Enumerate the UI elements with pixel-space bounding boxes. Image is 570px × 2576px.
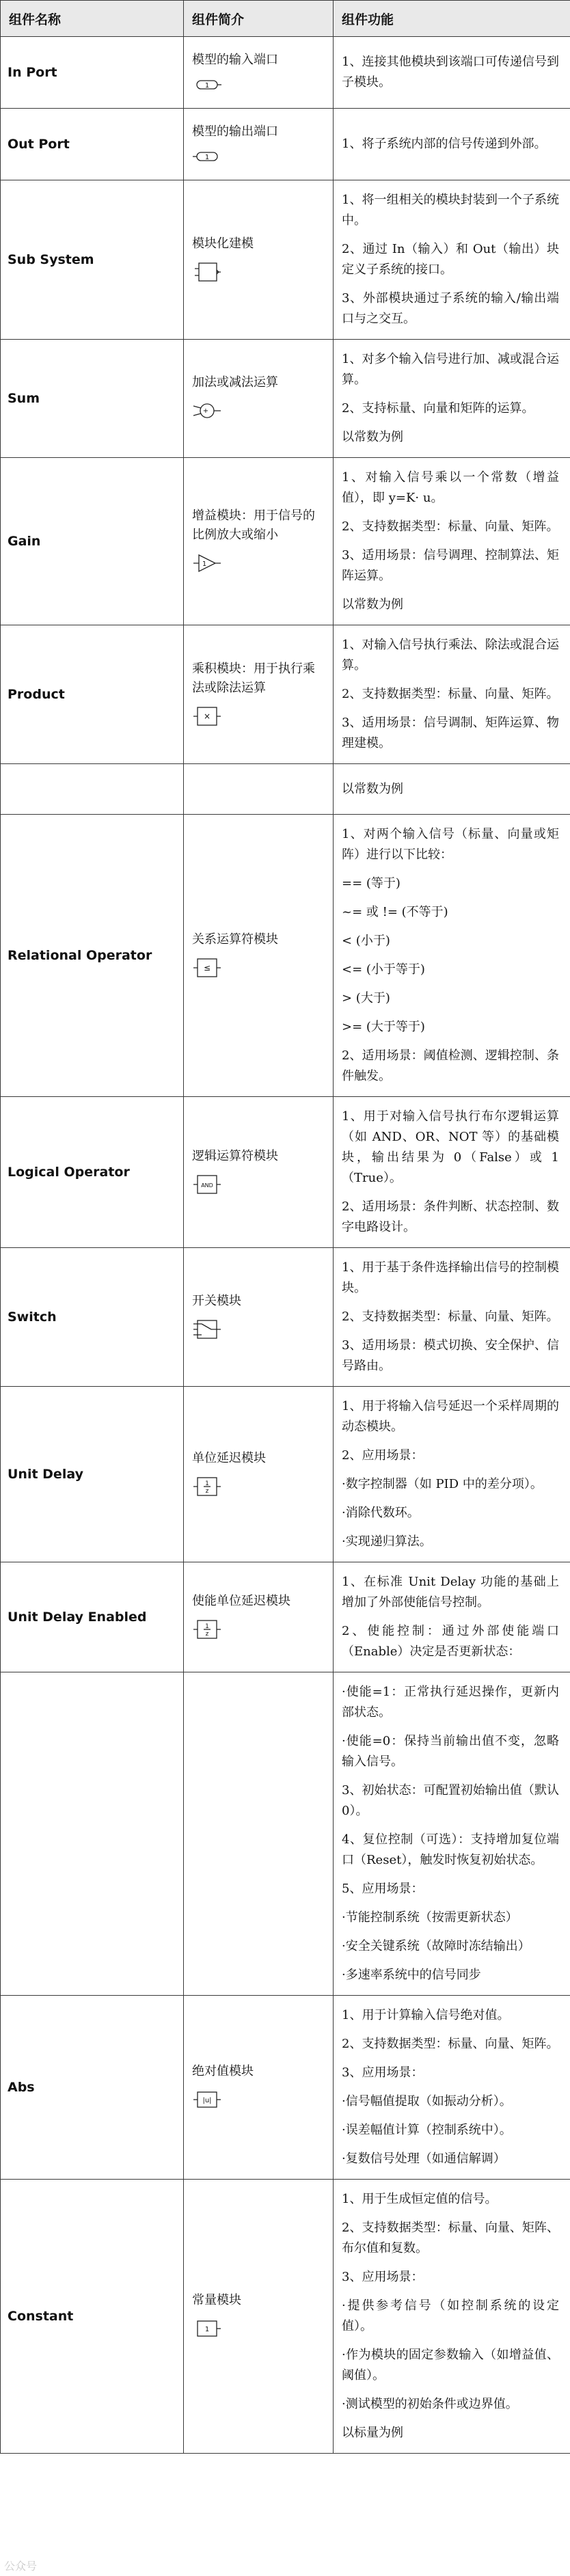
function-line: 1、用于生成恒定值的信号。 <box>342 2192 498 2206</box>
function-line: 2、应用场景： <box>342 1448 424 1463</box>
function-line: <= (小于等于) <box>342 962 425 977</box>
function-line: 1、用于对输入信号执行布尔逻辑运算（如 AND、OR、NOT 等）的基础模块，输出结果为 0（False）或 1（True）。 <box>342 1109 559 1185</box>
table-row <box>1 458 570 625</box>
function-line: 2、适用场景：阈值检测、逻辑控制、条件触发。 <box>342 1048 559 1083</box>
relational-operator-block-icon <box>192 958 222 978</box>
function-line: ·安全关键系统（故障时冻结输出） <box>342 1939 530 1953</box>
component-intro: 常量模块 <box>192 2292 241 2307</box>
component-function-cell <box>334 2180 570 2454</box>
header-component-name: 组件名称 <box>1 1 184 37</box>
product-block-icon <box>192 706 222 727</box>
component-intro-cell <box>184 815 334 1097</box>
function-line: 2、支持数据类型：标量、向量、矩阵。 <box>342 2037 559 2051</box>
function-line: 1、将子系统内部的信号传递到外部。 <box>342 137 547 151</box>
component-function-cell <box>334 109 570 180</box>
component-intro: 模型的输入端口 <box>192 52 278 67</box>
function-line: 以标量为例 <box>342 2426 403 2440</box>
table-row <box>1 1996 570 2180</box>
switch-block-icon <box>192 1319 222 1340</box>
svg-text:1: 1 <box>204 81 210 90</box>
header-component-intro: 组件简介 <box>184 1 334 37</box>
component-intro: 乘积模块：用于执行乘法或除法运算 <box>192 661 315 695</box>
table-row <box>1 1672 570 1996</box>
component-intro-cell <box>184 37 334 109</box>
function-line: 2、支持数据类型：标量、向量、矩阵。 <box>342 687 559 701</box>
function-line: 3、适用场景：信号调理、控制算法、矩阵运算。 <box>342 548 559 583</box>
function-line: 2、支持标量、向量和矩阵的运算。 <box>342 401 534 416</box>
function-line: >= (大于等于) <box>342 1020 425 1034</box>
svg-text:1: 1 <box>205 1623 209 1630</box>
component-function-cell <box>334 1248 570 1387</box>
function-line: 1、用于将输入信号延迟一个采样周期的动态模块。 <box>342 1399 559 1434</box>
function-line: 1、将一组相关的模块封装到一个子系统中。 <box>342 193 559 228</box>
function-line: ·复数信号处理（如通信解调） <box>342 2152 506 2166</box>
component-name: Product <box>1 625 184 764</box>
function-line: ·提供参考信号（如控制系统的设定值）。 <box>342 2299 559 2333</box>
svg-text:AND: AND <box>201 1182 213 1189</box>
function-line: 1、用于计算输入信号绝对值。 <box>342 2008 510 2022</box>
sum-block-icon <box>192 401 222 421</box>
component-function-cell <box>334 1672 570 1996</box>
logical-operator-block-icon <box>192 1174 222 1195</box>
function-line: > (大于) <box>342 991 390 1005</box>
component-name: Abs <box>1 1996 184 2180</box>
function-line: 以常数为例 <box>342 597 403 612</box>
function-line: < (小于) <box>342 934 390 948</box>
component-function-cell <box>334 340 570 458</box>
component-function-cell <box>334 764 570 815</box>
watermark: 公众号 <box>4 2560 38 2573</box>
component-name: Constant <box>1 2180 184 2454</box>
component-name: Unit Delay <box>1 1387 184 1562</box>
component-intro-cell <box>184 1672 334 1996</box>
function-line: 5、应用场景： <box>342 1882 424 1896</box>
function-line: ·消除代数环。 <box>342 1506 420 1520</box>
svg-text:1: 1 <box>202 560 207 568</box>
subsystem-block-icon <box>192 262 222 282</box>
component-intro: 绝对值模块 <box>192 2063 254 2078</box>
component-intro-cell <box>184 1562 334 1672</box>
table-row <box>1 764 570 815</box>
function-line: 以常数为例 <box>342 430 403 444</box>
table-row <box>1 340 570 458</box>
unit-delay-enabled-block-icon <box>192 1619 222 1640</box>
svg-text:1: 1 <box>204 2325 210 2333</box>
table-row <box>1 37 570 109</box>
svg-text:z: z <box>205 1487 209 1495</box>
table-row <box>1 109 570 180</box>
table-row <box>1 625 570 764</box>
component-intro-cell <box>184 2180 334 2454</box>
function-line: ·节能控制系统（按需更新状态） <box>342 1910 518 1925</box>
function-line: == (等于) <box>342 876 401 891</box>
function-line: 3、应用场景： <box>342 2065 424 2080</box>
function-line: 2、支持数据类型：标量、向量、矩阵、布尔值和复数。 <box>342 2221 559 2255</box>
svg-text:+: + <box>202 407 209 415</box>
component-intro: 加法或减法运算 <box>192 375 278 390</box>
function-line: 以常数为例 <box>342 781 403 796</box>
component-intro-cell <box>184 109 334 180</box>
header-component-function: 组件功能 <box>334 1 570 37</box>
component-name <box>1 1672 184 1996</box>
component-intro-cell <box>184 458 334 625</box>
table-row <box>1 1097 570 1248</box>
function-line: 2、使能控制：通过外部使能端口（Enable）决定是否更新状态： <box>342 1624 559 1659</box>
component-name: Switch <box>1 1248 184 1387</box>
function-line: 3、应用场景： <box>342 2270 424 2284</box>
component-name: Gain <box>1 458 184 625</box>
function-line: ~= 或 != (不等于) <box>342 905 448 919</box>
function-line: 1、对输入信号乘以一个常数（增益值），即 y=K· u。 <box>342 470 559 505</box>
component-intro-cell <box>184 1996 334 2180</box>
component-intro: 开关模块 <box>192 1293 241 1308</box>
component-name: Logical Operator <box>1 1097 184 1248</box>
function-line: 1、在标准 Unit Delay 功能的基础上增加了外部使能信号控制。 <box>342 1575 559 1610</box>
abs-block-icon <box>192 2089 222 2110</box>
component-intro-cell <box>184 764 334 815</box>
component-intro-cell <box>184 625 334 764</box>
function-line: ·使能=0：保持当前输出值不变，忽略输入信号。 <box>342 1734 559 1769</box>
component-name: Sub System <box>1 180 184 340</box>
unit-delay-block-icon <box>192 1476 222 1497</box>
component-function-cell <box>334 458 570 625</box>
function-line: 4、复位控制（可选）：支持增加复位端口（Reset），触发时恢复初始状态。 <box>342 1832 559 1867</box>
component-function-cell <box>334 625 570 764</box>
function-line: ·实现递归算法。 <box>342 1534 432 1549</box>
component-intro-cell <box>184 1248 334 1387</box>
function-line: 2、通过 In（输入）和 Out（输出）块定义子系统的接口。 <box>342 242 559 277</box>
table-row <box>1 2180 570 2454</box>
component-function-cell <box>334 1097 570 1248</box>
svg-text:1: 1 <box>204 153 210 161</box>
inport-block-icon <box>192 78 222 92</box>
component-intro-cell <box>184 1387 334 1562</box>
function-line: 1、对多个输入信号进行加、减或混合运算。 <box>342 352 559 387</box>
gain-block-icon <box>192 553 222 573</box>
component-name: In Port <box>1 37 184 109</box>
function-line: 1、对两个输入信号（标量、向量或矩阵）进行以下比较： <box>342 827 559 862</box>
component-name <box>1 764 184 815</box>
svg-text:≤: ≤ <box>203 962 211 973</box>
svg-text:×: × <box>203 711 211 721</box>
function-line: 3、初始状态：可配置初始输出值（默认 0）。 <box>342 1783 559 1818</box>
table-row <box>1 1562 570 1672</box>
component-intro: 逻辑运算符模块 <box>192 1148 278 1163</box>
component-intro: 模型的输出端口 <box>192 124 278 139</box>
table-row <box>1 1387 570 1562</box>
function-line: ·多速率系统中的信号同步 <box>342 1968 481 1982</box>
component-name: Out Port <box>1 109 184 180</box>
function-line: 2、支持数据类型：标量、向量、矩阵。 <box>342 519 559 534</box>
function-line: 1、用于基于条件选择输出信号的控制模块。 <box>342 1260 559 1295</box>
svg-text:|u|: |u| <box>202 2096 212 2104</box>
svg-text:z: z <box>205 1630 209 1638</box>
component-intro-cell <box>184 180 334 340</box>
component-name: Relational Operator <box>1 815 184 1097</box>
component-intro: 模块化建模 <box>192 236 254 251</box>
function-line: 3、外部模块通过子系统的输入/输出端口与之交互。 <box>342 291 559 326</box>
component-name: Sum <box>1 340 184 458</box>
function-line: 3、适用场景：信号调制、矩阵运算、物理建模。 <box>342 716 559 750</box>
function-line: ·测试模型的初始条件或边界值。 <box>342 2397 518 2411</box>
table-header-row <box>1 1 570 37</box>
function-line: 2、支持数据类型：标量、向量、矩阵。 <box>342 1310 559 1324</box>
component-intro: 增益模块：用于信号的比例放大或缩小 <box>192 508 315 542</box>
component-intro: 关系运算符模块 <box>192 932 278 947</box>
component-intro-cell <box>184 1097 334 1248</box>
function-line: ·数字控制器（如 PID 中的差分项）。 <box>342 1477 543 1491</box>
function-line: 3、适用场景：模式切换、安全保护、信号路由。 <box>342 1338 559 1373</box>
table-row <box>1 180 570 340</box>
component-intro: 使能单位延迟模块 <box>192 1593 290 1608</box>
component-name: Unit Delay Enabled <box>1 1562 184 1672</box>
function-line: 1、连接其他模块到该端口可传递信号到子模块。 <box>342 55 559 90</box>
function-line: 2、适用场景：条件判断、状态控制、数字电路设计。 <box>342 1199 559 1234</box>
component-intro: 单位延迟模块 <box>192 1450 266 1465</box>
component-function-cell <box>334 180 570 340</box>
component-intro-cell <box>184 340 334 458</box>
component-function-cell <box>334 815 570 1097</box>
component-function-cell <box>334 1562 570 1672</box>
component-function-cell <box>334 1387 570 1562</box>
function-line: ·误差幅值计算（控制系统中）。 <box>342 2123 512 2137</box>
function-line: ·信号幅值提取（如振动分析）。 <box>342 2094 512 2109</box>
constant-block-icon <box>192 2318 222 2339</box>
table-row <box>1 815 570 1097</box>
component-function-cell <box>334 1996 570 2180</box>
function-line: ·使能=1：正常执行延迟操作，更新内部状态。 <box>342 1685 559 1720</box>
table-row <box>1 1248 570 1387</box>
function-line: 1、对输入信号执行乘法、除法或混合运算。 <box>342 638 559 673</box>
component-function-cell <box>334 37 570 109</box>
function-line: ·作为模块的固定参数输入（如增益值、阈值）。 <box>342 2348 559 2383</box>
outport-block-icon <box>192 150 222 163</box>
svg-text:1: 1 <box>205 1480 209 1487</box>
